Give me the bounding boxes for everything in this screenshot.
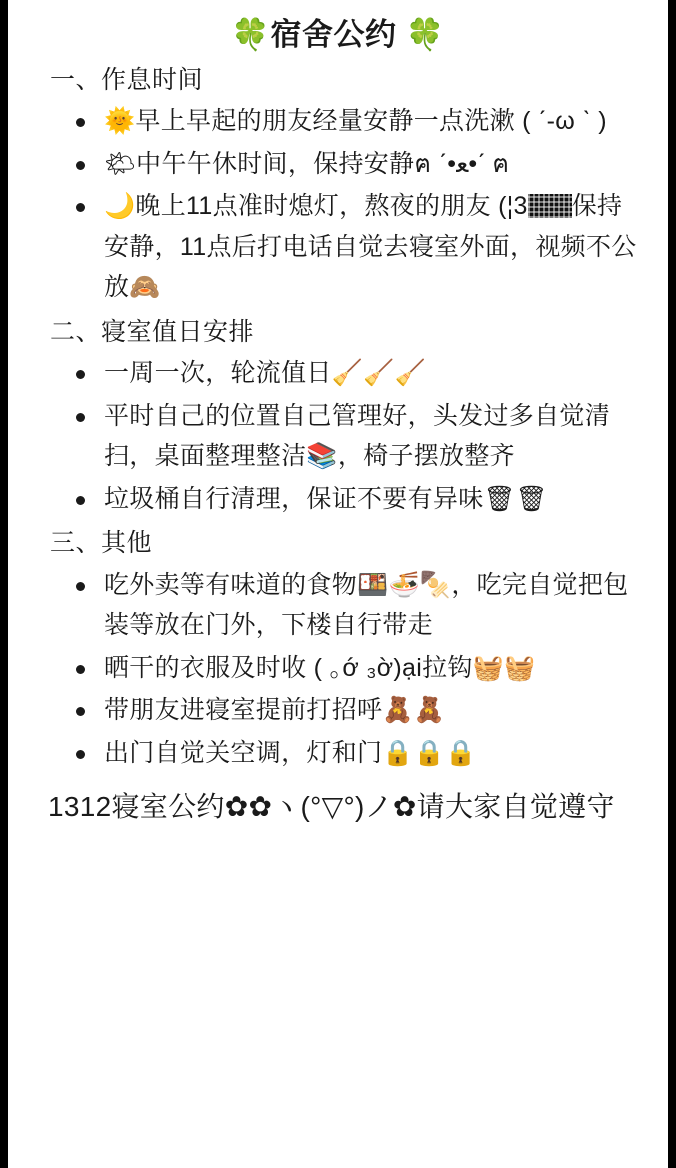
footer-text: 1312寝室公约✿✿ヽ(°▽°)ノ✿请大家自觉遵守 bbox=[48, 791, 615, 823]
list-item: 出门自觉关空调，灯和门🔒🔒🔒 bbox=[26, 733, 650, 774]
list-item: 吃外卖等有味道的食物🍱🍜🍢，吃完自觉把包装等放在门外，下楼自行带走 bbox=[26, 565, 650, 646]
redaction-block bbox=[528, 194, 572, 218]
section-list-3 bbox=[26, 565, 650, 774]
section-list-1 bbox=[26, 101, 650, 308]
list-item: 垃圾桶自行清理，保证不要有异味🗑🗑 bbox=[26, 479, 650, 520]
section-heading-3: 三、其他 bbox=[50, 529, 153, 558]
list-item: 🌙晚上11点准时熄灯，熬夜的朋友 (¦3 保持安静，11点后打电话自觉去寝室外面，视频不公放🙈 bbox=[26, 186, 650, 308]
list-item: 带朋友进寝室提前打招呼🧸🧸 bbox=[26, 690, 650, 731]
list-item: 🌞早上早起的朋友经量安静一点洗漱 ( ˊ-ω ˋ ) bbox=[26, 101, 650, 142]
list-item: 一周一次，轮流值日🧹🧹🧹 bbox=[26, 353, 650, 394]
list-item: 晒干的衣服及时收 ( ｡ớ ₃ờ)ại拉钩🧺🧺 bbox=[26, 648, 650, 689]
list-item: 平时自己的位置自己管理好，头发过多自觉清扫，桌面整理整洁📚，椅子摆放整齐 bbox=[26, 396, 650, 477]
section-list-2 bbox=[26, 353, 650, 519]
section-heading-1: 一、作息时间 bbox=[50, 65, 204, 94]
note-page bbox=[8, 0, 668, 1168]
section-heading-2: 二、寝室值日安排 bbox=[50, 317, 255, 346]
list-item: 🌤中午午休时间，保持安静ฅ ˊ•ﻌ•ˊ ฅ bbox=[26, 144, 650, 185]
page-title: 🍀宿舍公约 🍀 bbox=[231, 17, 445, 52]
food-icon: 🍱🍜🍢 bbox=[357, 569, 452, 599]
